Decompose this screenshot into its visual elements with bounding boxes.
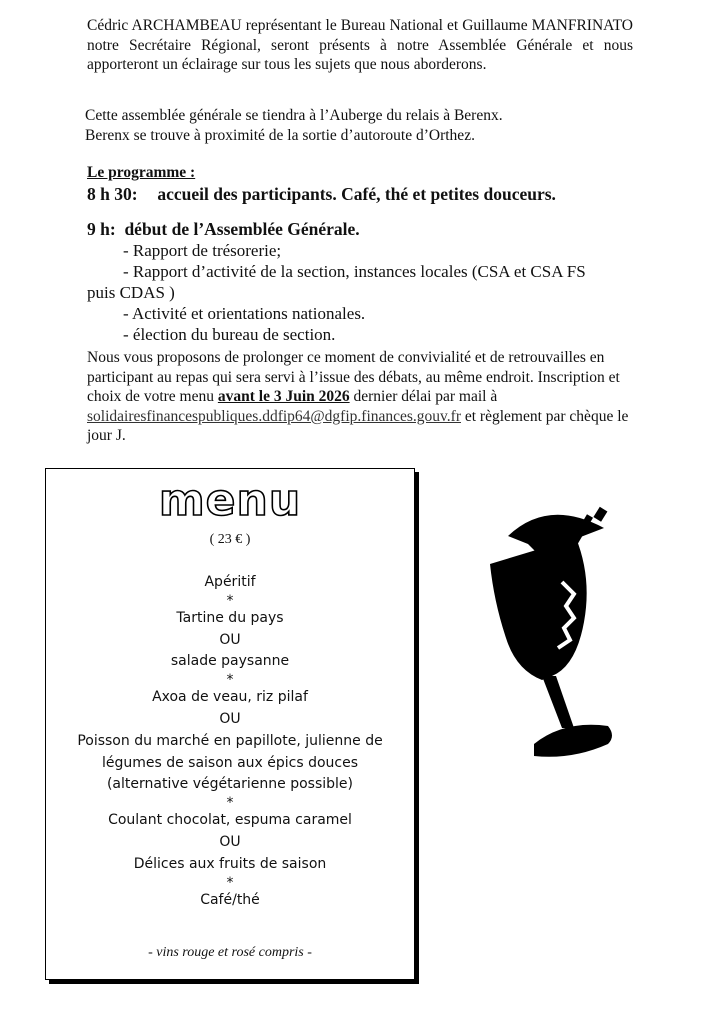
menu-card: [45, 468, 415, 980]
menu-dish: OU: [219, 631, 241, 648]
menu-dish: OU: [219, 710, 241, 727]
menu-dish: légumes de saison aux épics douces: [101, 754, 359, 771]
menu-separator: *: [226, 592, 234, 609]
menu-dish: salade paysanne: [170, 653, 290, 670]
agenda-item-continued: puis CDAS ): [87, 283, 175, 302]
programme-description: accueil des participants. Café, thé et petites douceurs.: [157, 184, 556, 204]
menu-items: [26, 572, 434, 911]
agenda-item: - Rapport d’activité de la section, instances locales (CSA et CSA FS: [123, 262, 586, 281]
venue-line: Cette assemblée générale se tiendra à l’Auberge du relais à Berenx.: [85, 107, 503, 124]
registration-text: et règlement par chèque le jour J.: [87, 407, 629, 444]
intro-paragraph: Cédric ARCHAMBEAU représentant le Bureau National et Guillaume MANFRINATO notre Secrétaire Régional, seront présents à notre Assemblée Générale et nous apporteront un éclairage sur tous les sujets que nous aborderons.: [87, 17, 633, 73]
agenda-item: - Activité et orientations nationales.: [123, 304, 366, 323]
agenda-list: [87, 240, 647, 345]
agenda-item: - Rapport de trésorerie;: [123, 241, 282, 260]
registration-text: dernier délai par mail à: [349, 388, 498, 405]
menu-title: menu: [158, 475, 302, 526]
menu-dish: OU: [219, 833, 241, 850]
menu-dish: Axoa de veau, riz pilaf: [152, 689, 308, 706]
email-link[interactable]: solidairesfinancespubliques.ddfip64@dgfip.finances.gouv.fr: [87, 407, 461, 425]
menu-dish: Tartine du pays: [176, 609, 284, 626]
wines-note: - vins rouge et rosé compris -: [148, 945, 312, 960]
deadline-text: avant le 3 Juin 2026: [217, 388, 350, 405]
menu-dish: Café/thé: [200, 891, 260, 908]
venue-line: Berenx se trouve à proximité de la sortie d’autoroute d’Orthez.: [85, 127, 475, 144]
programme-heading: Le programme :: [87, 164, 196, 181]
menu-dish: Délices aux fruits de saison: [133, 855, 327, 872]
programme-time: 9 h:: [87, 219, 116, 239]
programme-description: début de l’Assemblée Générale.: [124, 219, 360, 239]
menu-dish: (alternative végétarienne possible): [106, 776, 354, 793]
menu-separator: *: [226, 874, 234, 891]
programme-item-welcome: [87, 184, 556, 205]
cocktail-glass-icon: [478, 498, 628, 768]
programme-time: 8 h 30:: [87, 184, 138, 204]
menu-dish: Coulant chocolat, espuma caramel: [108, 812, 352, 829]
menu-separator: *: [226, 795, 234, 812]
registration-text: Nous vous proposons de prolonger ce moment de convivialité et de retrouvailles en participant au repas qui sera servi à l’issue des débats, au même endroit. Inscription et choix de votre menu: [87, 349, 620, 405]
agenda-item: - élection du bureau de section.: [123, 325, 336, 344]
menu-separator: *: [226, 672, 234, 689]
menu-dish: Apéritif: [204, 574, 256, 590]
venue-info: [85, 106, 503, 146]
menu-dish: Poisson du marché en papillote, julienne de: [77, 732, 383, 749]
menu-price: ( 23 € ): [209, 532, 251, 547]
registration-paragraph: [87, 348, 637, 446]
programme-item-assembly: [87, 219, 360, 240]
